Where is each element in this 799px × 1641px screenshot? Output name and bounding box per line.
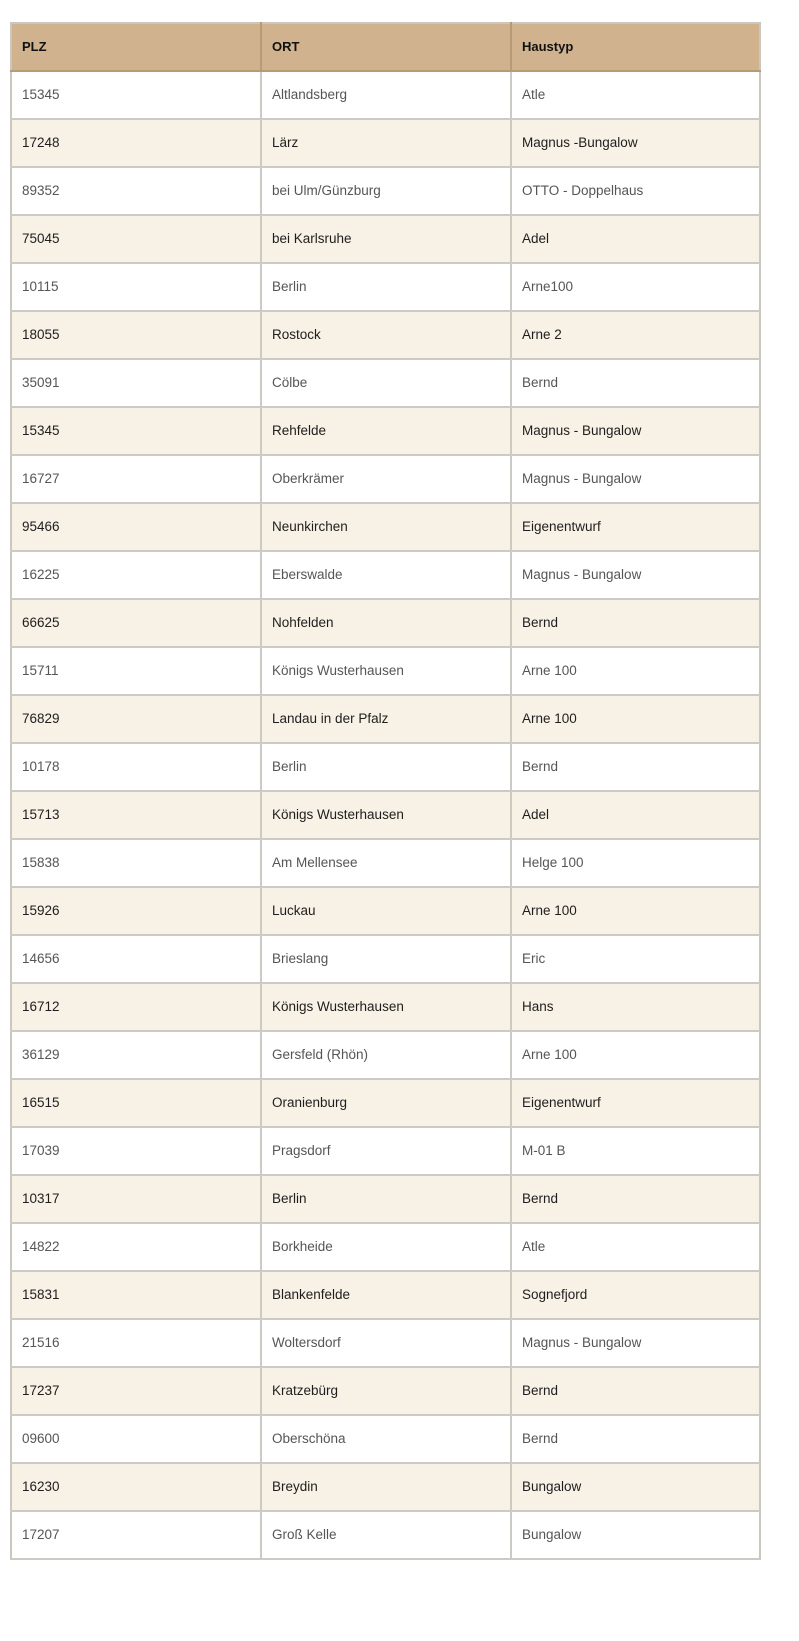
cell-ort: Rostock	[261, 311, 511, 359]
cell-plz: 10317	[11, 1175, 261, 1223]
cell-haustyp: Sognefjord	[511, 1271, 760, 1319]
cell-plz: 18055	[11, 311, 261, 359]
table-body	[11, 71, 760, 1559]
cell-plz: 15926	[11, 887, 261, 935]
table-row	[11, 599, 760, 647]
table-row	[11, 1463, 760, 1511]
cell-ort: bei Ulm/Günzburg	[261, 167, 511, 215]
cell-plz: 15711	[11, 647, 261, 695]
cell-ort: Lärz	[261, 119, 511, 167]
table-row	[11, 1415, 760, 1463]
table-row	[11, 119, 760, 167]
table-row	[11, 887, 760, 935]
cell-haustyp: Hans	[511, 983, 760, 1031]
cell-ort: Kratzebürg	[261, 1367, 511, 1415]
cell-haustyp: Bernd	[511, 743, 760, 791]
table-row	[11, 1175, 760, 1223]
cell-plz: 75045	[11, 215, 261, 263]
table-row	[11, 983, 760, 1031]
cell-plz: 15345	[11, 71, 261, 119]
cell-haustyp: OTTO - Doppelhaus	[511, 167, 760, 215]
cell-plz: 16230	[11, 1463, 261, 1511]
table-row	[11, 215, 760, 263]
cell-ort: Königs Wusterhausen	[261, 791, 511, 839]
cell-plz: 66625	[11, 599, 261, 647]
table-row	[11, 1367, 760, 1415]
cell-ort: Breydin	[261, 1463, 511, 1511]
cell-ort: Luckau	[261, 887, 511, 935]
cell-plz: 17039	[11, 1127, 261, 1175]
cell-plz: 17237	[11, 1367, 261, 1415]
cell-haustyp: Bungalow	[511, 1511, 760, 1559]
cell-ort: Cölbe	[261, 359, 511, 407]
cell-plz: 16727	[11, 455, 261, 503]
cell-haustyp: Atle	[511, 1223, 760, 1271]
table-row	[11, 359, 760, 407]
cell-ort: Berlin	[261, 1175, 511, 1223]
table-row	[11, 311, 760, 359]
cell-ort: Pragsdorf	[261, 1127, 511, 1175]
column-header-plz: PLZ	[11, 23, 261, 71]
header-row	[11, 23, 760, 71]
table-row	[11, 551, 760, 599]
cell-plz: 10115	[11, 263, 261, 311]
cell-plz: 14656	[11, 935, 261, 983]
table-row	[11, 407, 760, 455]
cell-haustyp: Bernd	[511, 359, 760, 407]
cell-haustyp: Eric	[511, 935, 760, 983]
cell-haustyp: M-01 B	[511, 1127, 760, 1175]
cell-ort: Groß Kelle	[261, 1511, 511, 1559]
reference-table	[10, 22, 761, 1560]
table-row	[11, 1319, 760, 1367]
cell-ort: Eberswalde	[261, 551, 511, 599]
table-row	[11, 1223, 760, 1271]
cell-haustyp: Arne 100	[511, 887, 760, 935]
cell-haustyp: Eigenentwurf	[511, 503, 760, 551]
table-row	[11, 1127, 760, 1175]
cell-ort: Blankenfelde	[261, 1271, 511, 1319]
cell-haustyp: Arne 100	[511, 695, 760, 743]
cell-haustyp: Magnus -Bungalow	[511, 119, 760, 167]
cell-haustyp: Magnus - Bungalow	[511, 551, 760, 599]
cell-plz: 36129	[11, 1031, 261, 1079]
cell-haustyp: Arne100	[511, 263, 760, 311]
cell-plz: 76829	[11, 695, 261, 743]
cell-plz: 17207	[11, 1511, 261, 1559]
cell-plz: 14822	[11, 1223, 261, 1271]
cell-haustyp: Magnus - Bungalow	[511, 407, 760, 455]
cell-ort: Woltersdorf	[261, 1319, 511, 1367]
cell-haustyp: Magnus - Bungalow	[511, 455, 760, 503]
cell-plz: 10178	[11, 743, 261, 791]
table-row	[11, 839, 760, 887]
cell-haustyp: Bernd	[511, 1175, 760, 1223]
table-row	[11, 503, 760, 551]
table-row	[11, 455, 760, 503]
cell-plz: 95466	[11, 503, 261, 551]
cell-plz: 09600	[11, 1415, 261, 1463]
cell-ort: bei Karlsruhe	[261, 215, 511, 263]
table-row	[11, 791, 760, 839]
cell-haustyp: Bernd	[511, 599, 760, 647]
cell-plz: 17248	[11, 119, 261, 167]
cell-ort: Borkheide	[261, 1223, 511, 1271]
cell-plz: 15345	[11, 407, 261, 455]
column-header-haustyp: Haustyp	[511, 23, 760, 71]
cell-haustyp: Arne 2	[511, 311, 760, 359]
cell-haustyp: Arne 100	[511, 647, 760, 695]
cell-haustyp: Helge 100	[511, 839, 760, 887]
cell-ort: Nohfelden	[261, 599, 511, 647]
cell-ort: Altlandsberg	[261, 71, 511, 119]
cell-haustyp: Atle	[511, 71, 760, 119]
cell-haustyp: Bernd	[511, 1367, 760, 1415]
cell-haustyp: Eigenentwurf	[511, 1079, 760, 1127]
cell-ort: Berlin	[261, 263, 511, 311]
cell-plz: 15838	[11, 839, 261, 887]
cell-ort: Oberkrämer	[261, 455, 511, 503]
cell-ort: Neunkirchen	[261, 503, 511, 551]
table-header	[11, 23, 760, 71]
cell-plz: 16515	[11, 1079, 261, 1127]
table-row	[11, 71, 760, 119]
cell-haustyp: Adel	[511, 215, 760, 263]
cell-haustyp: Adel	[511, 791, 760, 839]
cell-ort: Rehfelde	[261, 407, 511, 455]
cell-ort: Gersfeld (Rhön)	[261, 1031, 511, 1079]
table-row	[11, 695, 760, 743]
cell-ort: Landau in der Pfalz	[261, 695, 511, 743]
table-row	[11, 647, 760, 695]
cell-haustyp: Magnus - Bungalow	[511, 1319, 760, 1367]
reference-table-container	[10, 22, 759, 1560]
cell-haustyp: Arne 100	[511, 1031, 760, 1079]
cell-plz: 35091	[11, 359, 261, 407]
cell-ort: Brieslang	[261, 935, 511, 983]
cell-ort: Königs Wusterhausen	[261, 983, 511, 1031]
cell-plz: 16712	[11, 983, 261, 1031]
cell-plz: 21516	[11, 1319, 261, 1367]
cell-plz: 89352	[11, 167, 261, 215]
table-row	[11, 935, 760, 983]
table-row	[11, 263, 760, 311]
table-row	[11, 1079, 760, 1127]
cell-haustyp: Bungalow	[511, 1463, 760, 1511]
cell-ort: Oberschöna	[261, 1415, 511, 1463]
cell-plz: 15713	[11, 791, 261, 839]
cell-plz: 15831	[11, 1271, 261, 1319]
table-row	[11, 167, 760, 215]
table-row	[11, 743, 760, 791]
cell-ort: Oranienburg	[261, 1079, 511, 1127]
cell-haustyp: Bernd	[511, 1415, 760, 1463]
cell-ort: Am Mellensee	[261, 839, 511, 887]
table-row	[11, 1271, 760, 1319]
cell-ort: Königs Wusterhausen	[261, 647, 511, 695]
cell-plz: 16225	[11, 551, 261, 599]
column-header-ort: ORT	[261, 23, 511, 71]
table-row	[11, 1511, 760, 1559]
table-row	[11, 1031, 760, 1079]
cell-ort: Berlin	[261, 743, 511, 791]
